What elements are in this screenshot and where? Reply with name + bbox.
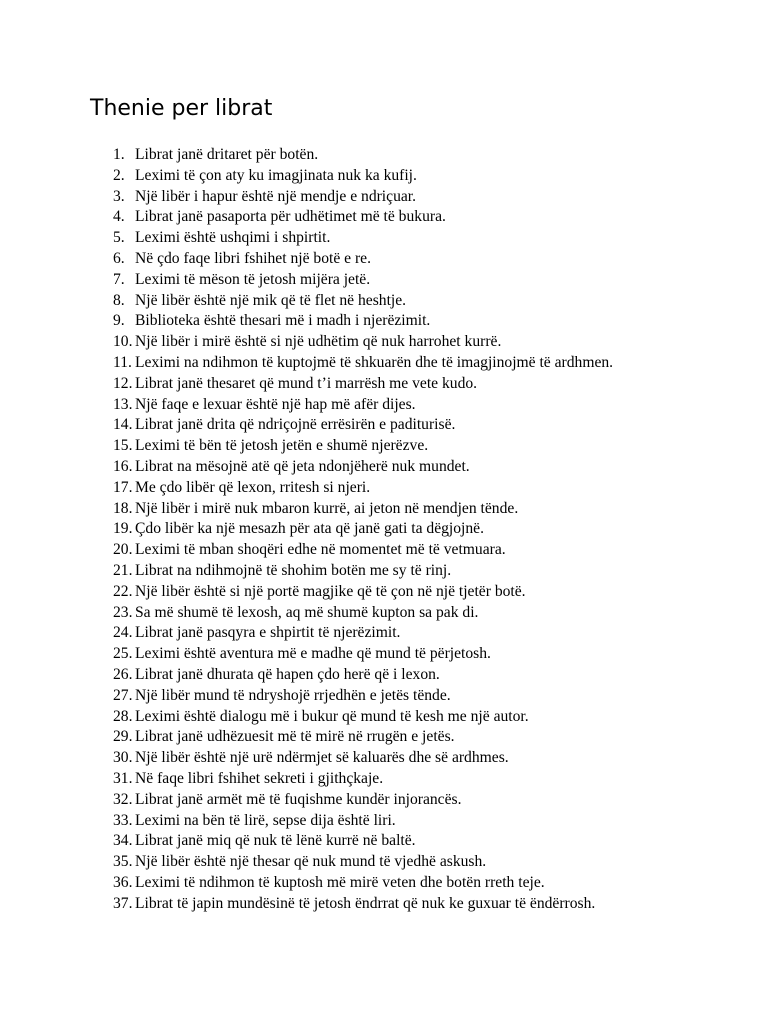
list-item-number: 13. bbox=[113, 395, 133, 413]
list-item-number: 7. bbox=[113, 270, 125, 288]
list-item-number: 25. bbox=[113, 645, 133, 663]
list-item-number: 24. bbox=[113, 624, 133, 642]
list-item bbox=[113, 686, 613, 707]
list-item bbox=[113, 228, 613, 249]
list-item bbox=[113, 374, 613, 395]
list-item-text: Librat janë udhëzuesit më të mirë në rrugën e jetës. bbox=[135, 728, 455, 746]
list-item-number: 12. bbox=[113, 374, 133, 392]
list-item-number: 23. bbox=[113, 603, 133, 621]
list-item-text: Në faqe libri fshihet sekreti i gjithçkaje. bbox=[135, 769, 384, 787]
list-item bbox=[113, 790, 613, 811]
list-item-text: Çdo libër ka një mesazh për ata që janë gati ta dëgjojnë. bbox=[135, 520, 484, 538]
list-item bbox=[113, 332, 613, 353]
list-item-text: Leximi është dialogu më i bukur që mund të kesh me një autor. bbox=[135, 707, 529, 725]
list-item-number: 20. bbox=[113, 541, 133, 559]
list-item-number: 3. bbox=[113, 187, 125, 205]
list-item-number: 22. bbox=[113, 582, 133, 600]
list-item-text: Një libër mund të ndryshojë rrjedhën e jetës tënde. bbox=[135, 686, 451, 704]
list-item bbox=[113, 894, 613, 915]
list-item bbox=[113, 187, 613, 208]
list-item-text: Leximi të mban shoqëri edhe në momentet më të vetmuara. bbox=[135, 541, 506, 559]
list-item-number: 29. bbox=[113, 728, 133, 746]
list-item bbox=[113, 415, 613, 436]
list-item bbox=[113, 540, 613, 561]
list-item-number: 26. bbox=[113, 665, 133, 683]
list-item-text: Librat të japin mundësinë të jetosh ëndrrat që nuk ke guxuar të ëndërrosh. bbox=[135, 894, 596, 912]
list-item-number: 11. bbox=[113, 353, 132, 371]
list-item bbox=[113, 769, 613, 790]
list-item-number: 17. bbox=[113, 478, 133, 496]
list-item-text: Sa më shumë të lexosh, aq më shumë kupton sa pak di. bbox=[135, 603, 479, 621]
list-item-number: 5. bbox=[113, 229, 125, 247]
list-item bbox=[113, 519, 613, 540]
list-item-text: Leximi është aventura më e madhe që mund të përjetosh. bbox=[135, 645, 491, 663]
list-item-text: Librat janë thesaret që mund t’i marrësh me vete kudo. bbox=[135, 374, 478, 392]
list-item bbox=[113, 852, 613, 873]
list-item-number: 31. bbox=[113, 769, 133, 787]
list-item-text: Leximi të bën të jetosh jetën e shumë njerëzve. bbox=[135, 437, 429, 455]
list-item bbox=[113, 561, 613, 582]
list-item-text: Librat janë dhurata që hapen çdo herë që i lexon. bbox=[135, 665, 440, 683]
list-item-number: 10. bbox=[113, 333, 133, 351]
list-item bbox=[113, 582, 613, 603]
document-title: Thenie per librat bbox=[90, 96, 273, 121]
list-item-number: 37. bbox=[113, 894, 133, 912]
list-item-number: 1. bbox=[113, 146, 125, 163]
list-item-number: 19. bbox=[113, 520, 133, 538]
list-item-number: 2. bbox=[113, 166, 125, 184]
list-item bbox=[113, 145, 613, 166]
list-item bbox=[113, 478, 613, 499]
list-item-text: Librat janë dritaret për botën. bbox=[135, 146, 319, 163]
list-item bbox=[113, 395, 613, 416]
list-item-number: 21. bbox=[113, 561, 133, 579]
list-item-number: 9. bbox=[113, 312, 125, 330]
list-item-text: Librat janë drita që ndriçojnë errësirën e paditurisë. bbox=[135, 416, 456, 434]
list-item-text: Një libër është një mik që të flet në heshtje. bbox=[135, 291, 407, 309]
list-item bbox=[113, 644, 613, 665]
list-item bbox=[113, 291, 613, 312]
quote-list bbox=[113, 145, 613, 914]
list-item bbox=[113, 665, 613, 686]
list-item bbox=[113, 873, 613, 894]
list-item bbox=[113, 166, 613, 187]
list-item bbox=[113, 707, 613, 728]
list-item-number: 6. bbox=[113, 249, 125, 267]
list-item-text: Librat na ndihmojnë të shohim botën me sy të rinj. bbox=[135, 561, 452, 579]
list-item bbox=[113, 353, 613, 374]
list-item bbox=[113, 603, 613, 624]
list-item-text: Librat janë armët më të fuqishme kundër injorancës. bbox=[135, 790, 462, 808]
list-item-text: Leximi të çon aty ku imagjinata nuk ka kufij. bbox=[135, 166, 417, 184]
list-item-number: 36. bbox=[113, 873, 133, 891]
list-item-number: 28. bbox=[113, 707, 133, 725]
list-item-number: 27. bbox=[113, 686, 133, 704]
list-item-text: Librat na mësojnë atë që jeta ndonjëherë nuk mundet. bbox=[135, 457, 470, 475]
list-item-text: Një faqe e lexuar është një hap më afër dijes. bbox=[135, 395, 416, 413]
list-item-text: Një libër i hapur është një mendje e ndriçuar. bbox=[135, 187, 417, 205]
list-item-number: 15. bbox=[113, 437, 133, 455]
list-item-text: Leximi të mëson të jetosh mijëra jetë. bbox=[135, 270, 371, 288]
list-item-text: Në çdo faqe libri fshihet një botë e re. bbox=[135, 249, 371, 267]
list-item-number: 14. bbox=[113, 416, 133, 434]
list-item-number: 18. bbox=[113, 499, 133, 517]
list-item-text: Një libër është një urë ndërmjet së kaluarës dhe së ardhmes. bbox=[135, 749, 509, 767]
list-item-number: 4. bbox=[113, 208, 125, 226]
list-item bbox=[113, 249, 613, 270]
list-item-number: 33. bbox=[113, 811, 133, 829]
list-item-number: 8. bbox=[113, 291, 125, 309]
list-item-text: Një libër është si një portë magjike që të çon në një tjetër botë. bbox=[135, 582, 526, 600]
list-item bbox=[113, 831, 613, 852]
list-item-text: Një libër i mirë nuk mbaron kurrë, ai jeton në mendjen tënde. bbox=[135, 499, 519, 517]
list-item bbox=[113, 727, 613, 748]
list-item bbox=[113, 457, 613, 478]
list-item-text: Leximi na bën të lirë, sepse dija është liri. bbox=[135, 811, 396, 829]
list-item bbox=[113, 748, 613, 769]
list-item-text: Librat janë miq që nuk të lënë kurrë në baltë. bbox=[135, 832, 416, 850]
list-item-number: 35. bbox=[113, 853, 133, 871]
list-item-text: Librat janë pasqyra e shpirtit të njerëzimit. bbox=[135, 624, 401, 642]
list-item bbox=[113, 623, 613, 644]
list-item-text: Me çdo libër që lexon, rritesh si njeri. bbox=[135, 478, 371, 496]
list-item bbox=[113, 270, 613, 291]
list-item-number: 16. bbox=[113, 457, 133, 475]
list-item-text: Një libër i mirë është si një udhëtim që nuk harrohet kurrë. bbox=[135, 333, 502, 351]
list-item-text: Librat janë pasaporta për udhëtimet më të bukura. bbox=[135, 208, 446, 226]
list-item bbox=[113, 207, 613, 228]
list-item bbox=[113, 311, 613, 332]
list-item-number: 34. bbox=[113, 832, 133, 850]
list-item-text: Leximi na ndihmon të kuptojmë të shkuarën dhe të imagjinojmë të ardhmen. bbox=[135, 353, 614, 371]
list-item bbox=[113, 436, 613, 457]
list-item bbox=[113, 811, 613, 832]
list-item-number: 32. bbox=[113, 790, 133, 808]
list-item bbox=[113, 499, 613, 520]
list-item-text: Leximi të ndihmon të kuptosh më mirë veten dhe botën rreth teje. bbox=[135, 873, 545, 891]
list-item-text: Biblioteka është thesari më i madh i njerëzimit. bbox=[135, 312, 431, 330]
list-item-text: Leximi është ushqimi i shpirtit. bbox=[135, 229, 331, 247]
list-item-number: 30. bbox=[113, 749, 133, 767]
list-item-text: Një libër është një thesar që nuk mund të vjedhë askush. bbox=[135, 853, 487, 871]
